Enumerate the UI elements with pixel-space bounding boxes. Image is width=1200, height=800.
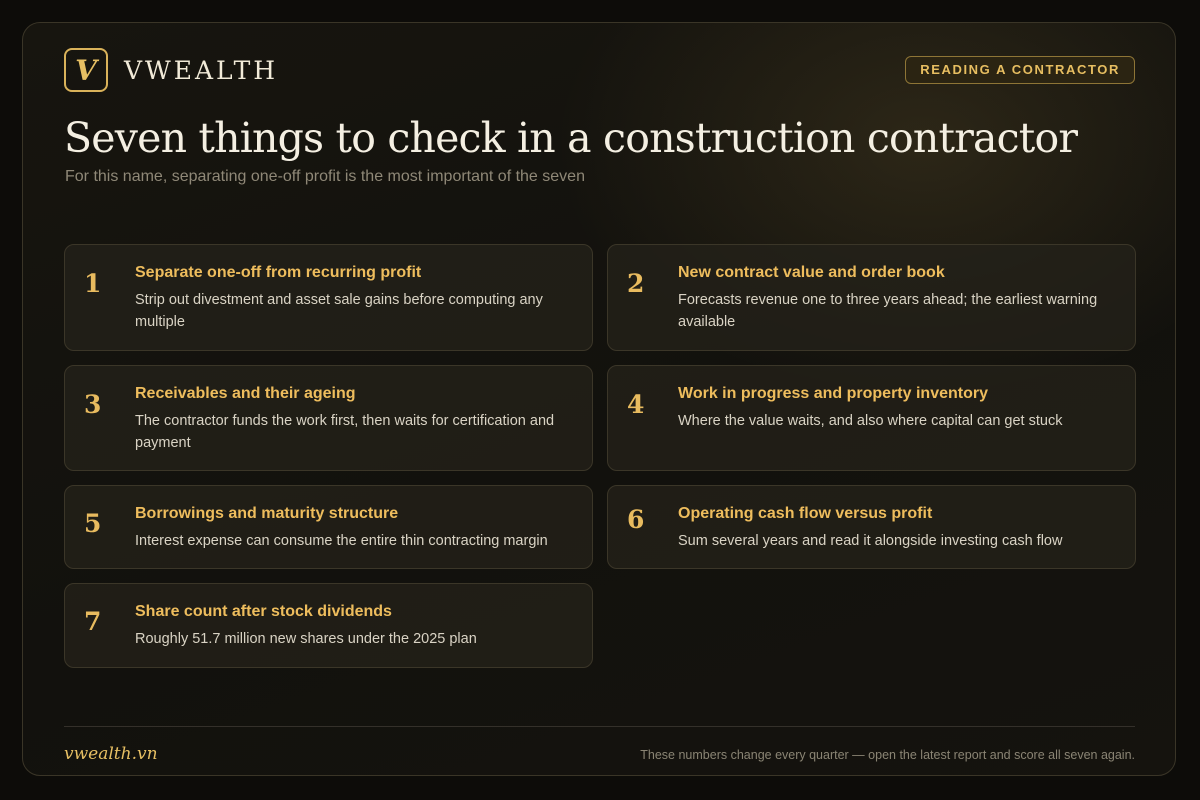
item-number: 2	[627, 269, 645, 298]
checklist-item-4	[607, 365, 1136, 471]
item-description: Where the value waits, and also where capital can get stuck	[678, 413, 1063, 429]
item-title: Receivables and their ageing	[135, 385, 356, 402]
page-title: Seven things to check in a construction contractor	[64, 114, 1078, 162]
item-description: Forecasts revenue one to three years ahead; the earliest warning available	[678, 292, 1098, 330]
footer-divider	[64, 726, 1135, 727]
logo-mark	[64, 48, 108, 92]
item-number: 7	[84, 607, 102, 636]
item-number: 4	[627, 390, 645, 419]
checklist-item-2	[607, 244, 1136, 351]
checklist-item-3	[64, 365, 593, 471]
item-title: Share count after stock dividends	[135, 603, 392, 620]
item-number: 3	[84, 390, 102, 419]
card-frame	[22, 22, 1176, 776]
item-description: Strip out divestment and asset sale gains before computing any multiple	[135, 292, 543, 330]
item-title: New contract value and order book	[678, 264, 945, 281]
item-title: Work in progress and property inventory	[678, 385, 988, 402]
item-description: Interest expense can consume the entire thin contracting margin	[135, 533, 548, 549]
item-title: Borrowings and maturity structure	[135, 505, 399, 522]
item-description: Sum several years and read it alongside investing cash flow	[678, 533, 1063, 549]
item-number: 5	[84, 509, 102, 538]
checklist-item-5	[64, 485, 593, 569]
item-description: The contractor funds the work first, then waits for certification and payment	[135, 413, 555, 451]
item-title: Separate one-off from recurring profit	[135, 264, 422, 281]
logo-letter: V	[75, 53, 97, 87]
item-title: Operating cash flow versus profit	[678, 505, 933, 522]
footer-note: These numbers change every quarter — open the latest report and score all seven again.	[640, 748, 1135, 762]
checklist-item-1	[64, 244, 593, 351]
item-number: 1	[84, 269, 102, 298]
checklist-item-6	[607, 485, 1136, 569]
brand-name: VWEALTH	[124, 56, 279, 85]
footer-website: vwealth.vn	[64, 744, 158, 764]
item-number: 6	[627, 505, 645, 534]
item-description: Roughly 51.7 million new shares under the 2025 plan	[135, 631, 477, 647]
topic-badge: READING A CONTRACTOR	[905, 56, 1135, 84]
checklist-item-7	[64, 583, 593, 668]
page-subtitle: For this name, separating one-off profit is the most important of the seven	[65, 168, 585, 185]
